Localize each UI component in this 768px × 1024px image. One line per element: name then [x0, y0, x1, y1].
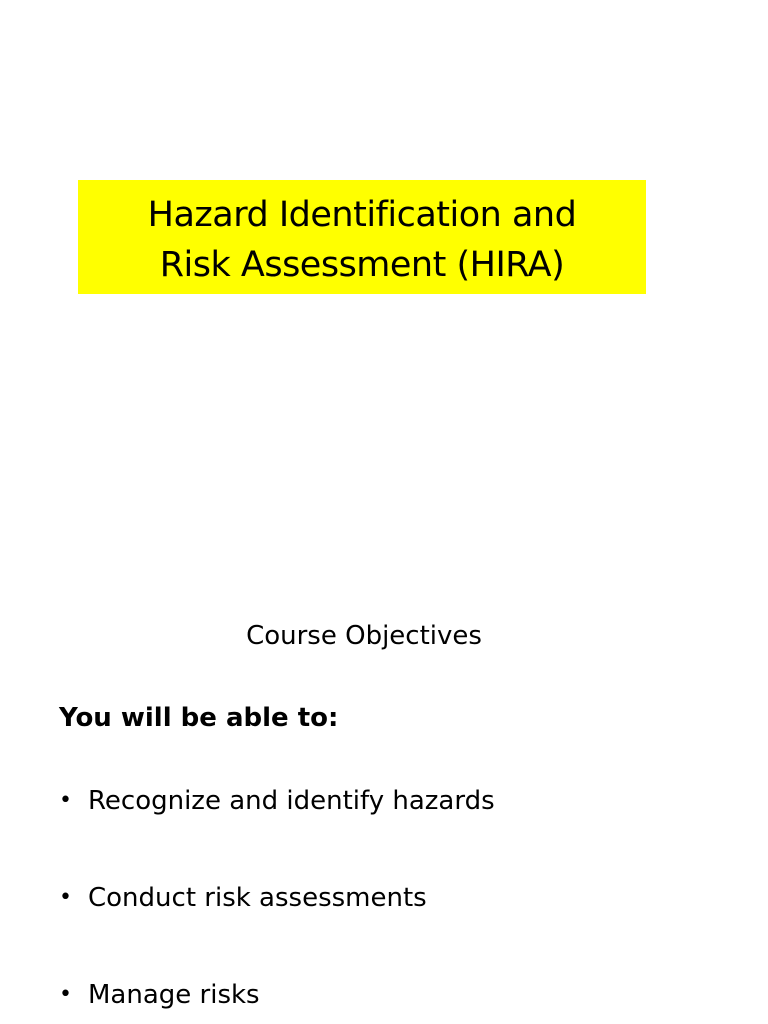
section-heading: Course Objectives — [246, 621, 482, 651]
bullet-icon: • — [59, 788, 72, 813]
bullet-icon: • — [59, 982, 72, 1007]
bullet-icon: • — [59, 885, 72, 910]
title-banner — [78, 180, 646, 294]
list-item-text: Manage risks — [88, 980, 260, 1010]
objectives-lead-in: You will be able to: — [59, 703, 339, 733]
title-line-1: Hazard Identification and — [147, 195, 577, 235]
list-item-text: Recognize and identify hazards — [88, 786, 495, 816]
title-line-2: Risk Assessment (HIRA) — [159, 245, 565, 285]
list-item-text: Conduct risk assessments — [88, 883, 427, 913]
